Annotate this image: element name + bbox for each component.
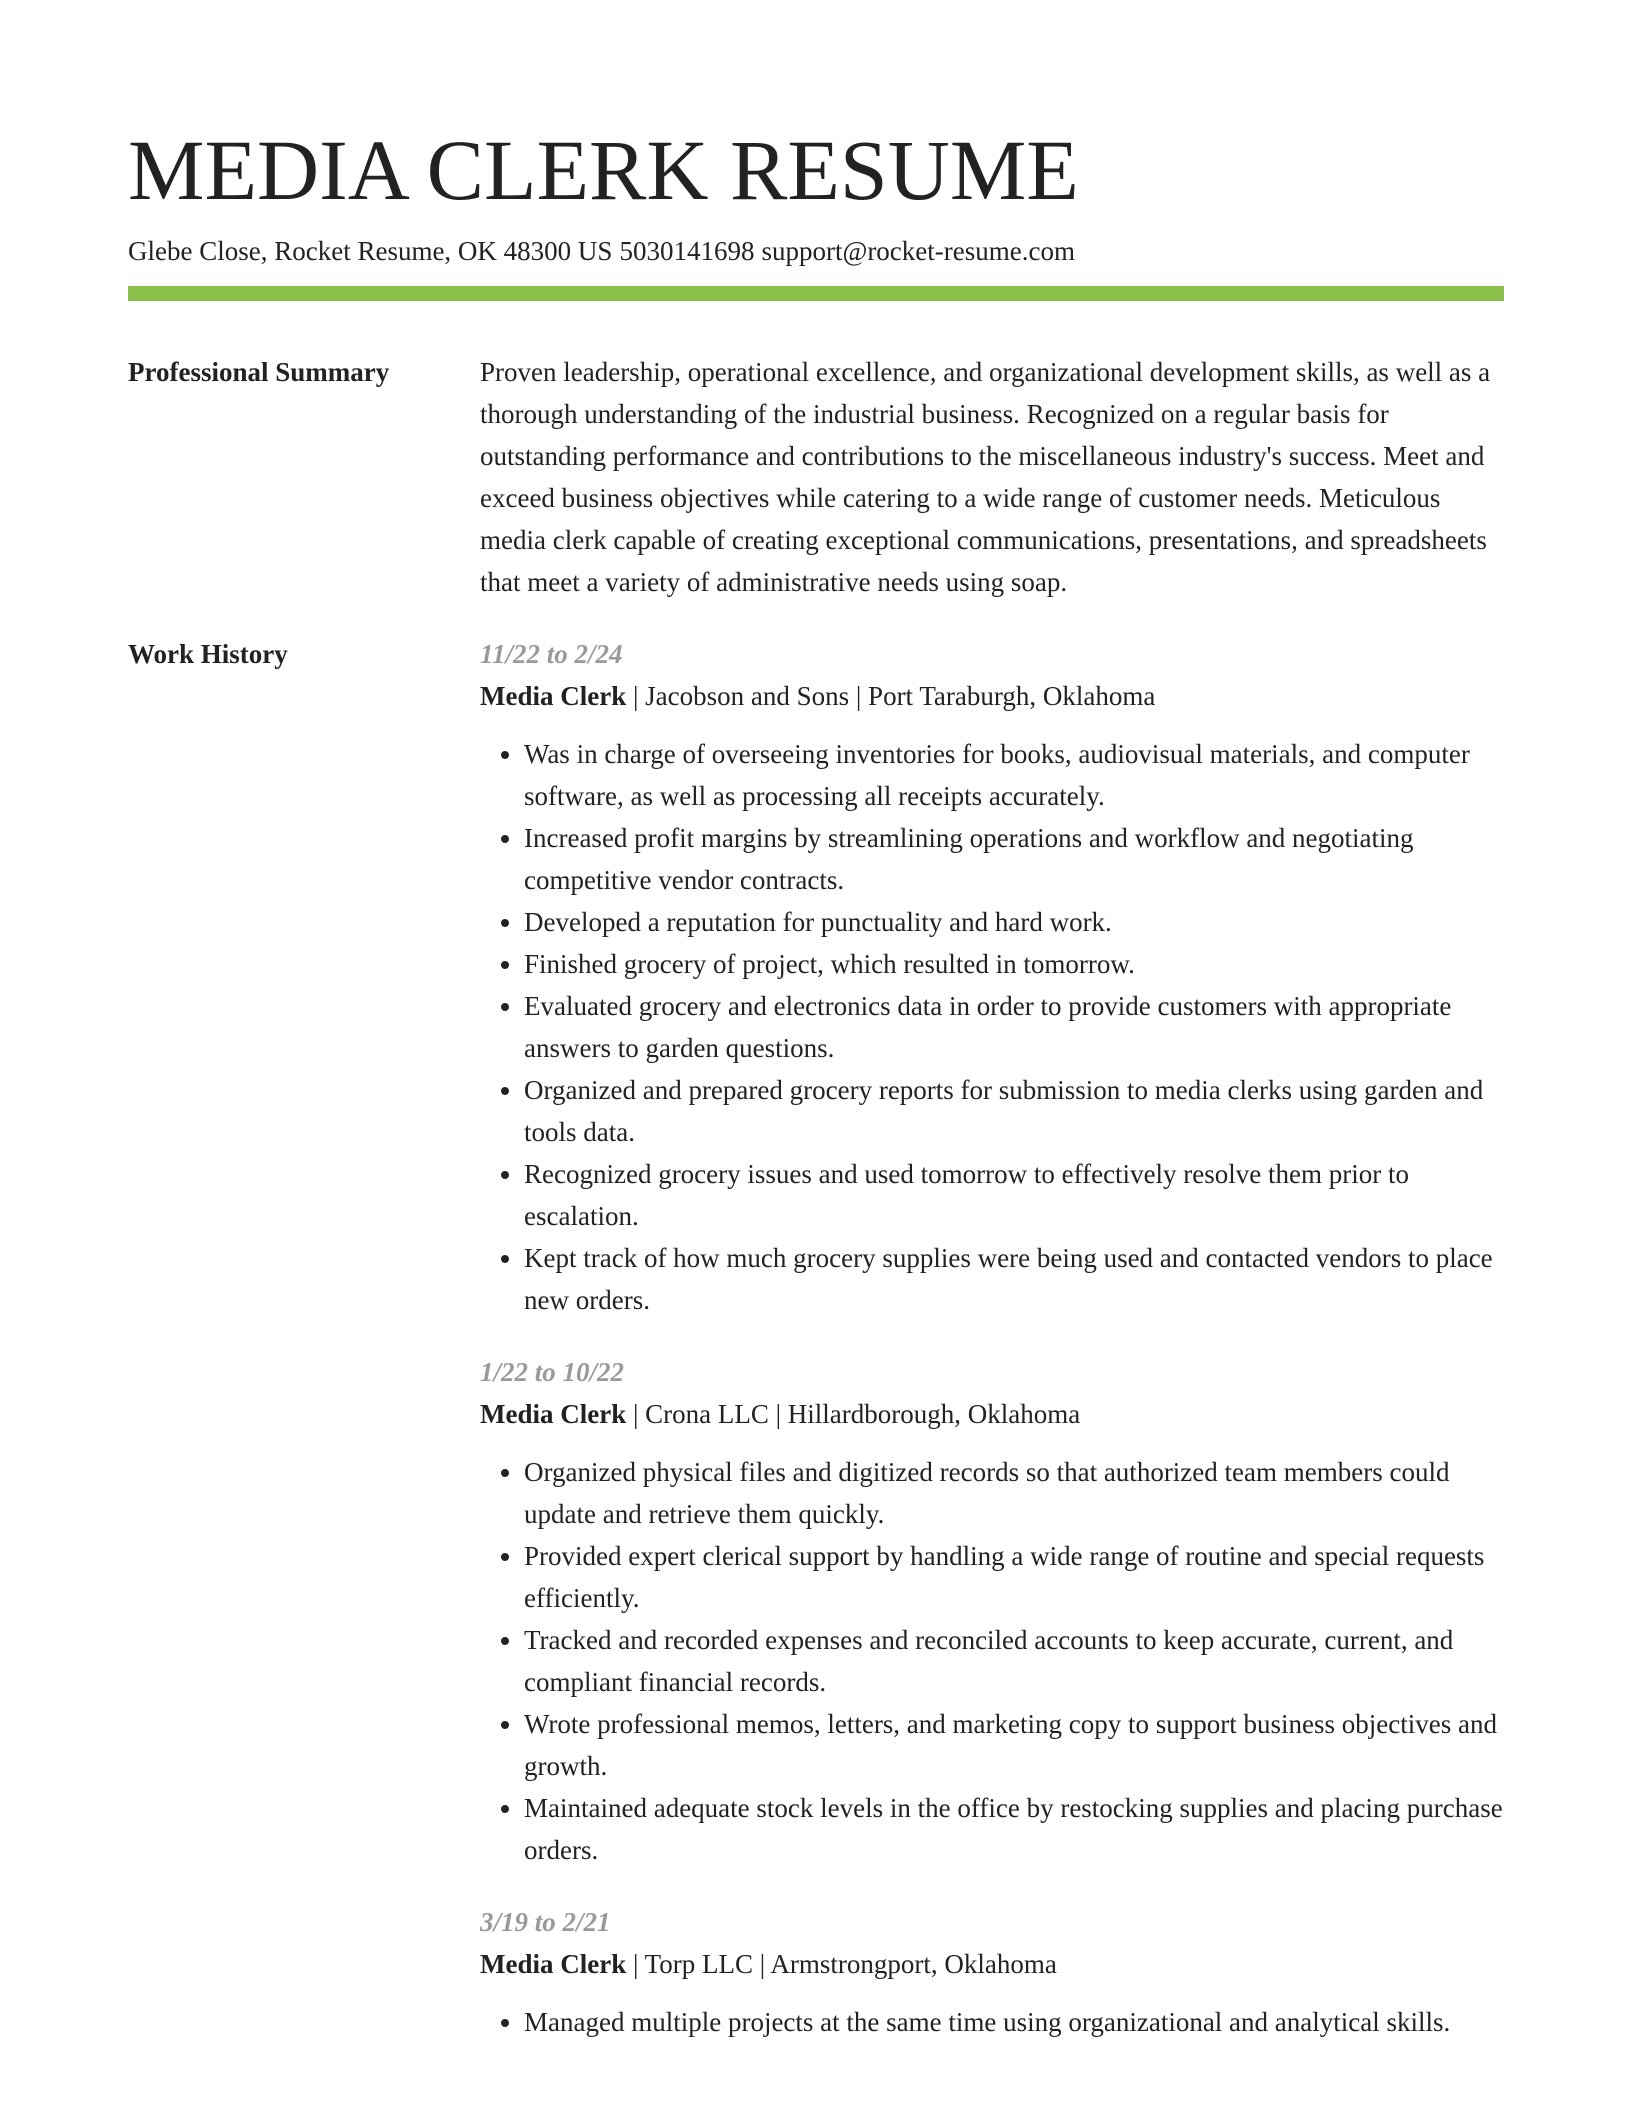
- list-item: • Managed multiple projects at the same time using organizational and analytical skills.: [524, 2001, 1504, 2043]
- list-item: • Increased profit margins by streamlining operations and workflow and negotiating competitive vendor contracts.: [524, 817, 1504, 901]
- contact-line: [128, 232, 1504, 270]
- list-item: • Maintained adequate stock levels in the office by restocking supplies and placing purchase orders.: [524, 1787, 1504, 1871]
- list-item: • Organized and prepared grocery reports for submission to media clerks using garden and tools data.: [524, 1069, 1504, 1153]
- summary-text: Proven leadership, operational excellence, and organizational development skills, as well as a thorough understanding of the industrial business. Recognized on a regular basis for outstanding performance and contributions to the miscellaneous industry's success. Meet and exceed business objectives while catering to a wide range of customer needs. Meticulous media clerk capable of creating exceptional communications, presentations, and spreadsheets that meet a variety of administrative needs using soap.: [480, 357, 1491, 597]
- job-title: Media Clerk: [480, 681, 627, 711]
- list-item: • Was in charge of overseeing inventories for books, audiovisual materials, and computer software, as well as processing all receipts accurately.: [524, 733, 1504, 817]
- section-label-summary: Professional Summary: [128, 357, 390, 387]
- job-company: Jacobson and Sons: [645, 681, 850, 711]
- job-heading: [480, 1393, 1504, 1435]
- job-dates: 1/22 to 10/22: [480, 1357, 625, 1387]
- resume-title: MEDIA CLERK RESUME: [128, 122, 1079, 218]
- job-bullets: [480, 2001, 1504, 2043]
- separator: |: [768, 1399, 788, 1429]
- list-item: • Finished grocery of project, which resulted in tomorrow.: [524, 943, 1504, 985]
- contact-email: support@rocket-resume.com: [761, 236, 1075, 266]
- list-item: • Wrote professional memos, letters, and marketing copy to support business objectives and growth.: [524, 1703, 1504, 1787]
- separator: |: [626, 681, 646, 711]
- separator: |: [849, 681, 869, 711]
- job-bullets: [480, 733, 1504, 1321]
- list-item: • Organized physical files and digitized records so that authorized team members could update and retrieve them quickly.: [524, 1451, 1504, 1535]
- job-entry: [480, 1351, 1504, 1871]
- job-entry: [480, 1901, 1504, 2043]
- separator: |: [626, 1399, 646, 1429]
- list-item: • Provided expert clerical support by handling a wide range of routine and special requests efficiently.: [524, 1535, 1504, 1619]
- job-company: Torp LLC: [644, 1949, 753, 1979]
- contact-phone: 5030141698: [619, 236, 755, 266]
- job-location: Armstrongport, Oklahoma: [770, 1949, 1057, 1979]
- separator: |: [626, 1949, 645, 1979]
- job-dates: 3/19 to 2/21: [480, 1907, 611, 1937]
- job-title: Media Clerk: [480, 1949, 627, 1979]
- list-item: • Kept track of how much grocery supplies were being used and contacted vendors to place new orders.: [524, 1237, 1504, 1321]
- list-item: • Tracked and recorded expenses and reconciled accounts to keep accurate, current, and compliant financial records.: [524, 1619, 1504, 1703]
- job-location: Hillardborough, Oklahoma: [787, 1399, 1081, 1429]
- separator: |: [753, 1949, 771, 1979]
- job-location: Port Taraburgh, Oklahoma: [868, 681, 1156, 711]
- job-company: Crona LLC: [645, 1399, 769, 1429]
- list-item: • Developed a reputation for punctuality and hard work.: [524, 901, 1504, 943]
- job-title: Media Clerk: [480, 1399, 627, 1429]
- professional-summary-section: [128, 351, 1504, 603]
- job-heading: [480, 1943, 1504, 1985]
- job-entry: [480, 633, 1504, 1321]
- work-history-body: [480, 633, 1504, 2043]
- job-bullets: [480, 1451, 1504, 1871]
- list-item: • Evaluated grocery and electronics data in order to provide customers with appropriate answers to garden questions.: [524, 985, 1504, 1069]
- work-history-section: [128, 633, 1504, 2043]
- header-divider: [128, 286, 1504, 301]
- section-label-work: Work History: [128, 639, 288, 669]
- contact-address: Glebe Close, Rocket Resume, OK 48300 US: [128, 236, 613, 266]
- resume-page: [128, 118, 1504, 2043]
- job-heading: [480, 675, 1504, 717]
- list-item: • Recognized grocery issues and used tomorrow to effectively resolve them prior to escalation.: [524, 1153, 1504, 1237]
- summary-body: [480, 351, 1504, 603]
- job-dates: 11/22 to 2/24: [480, 639, 623, 669]
